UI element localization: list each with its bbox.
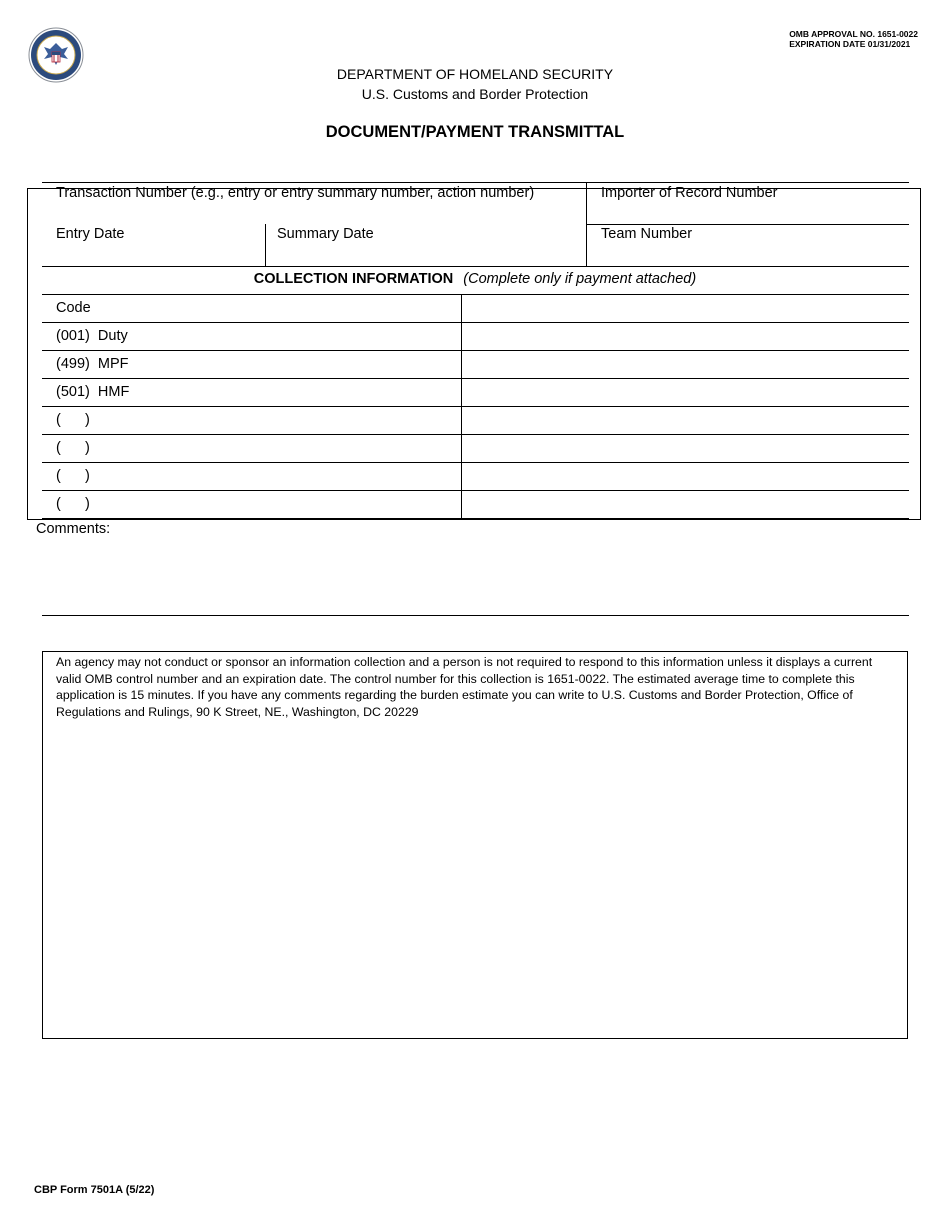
collection-amount-field[interactable] xyxy=(462,406,909,434)
collection-amount-field[interactable] xyxy=(462,378,909,406)
team-number-label: Team Number xyxy=(601,226,693,242)
collection-information-heading xyxy=(0,271,950,287)
paperwork-notice-text: An agency may not conduct or sponsor an information collection and a person is not required to respond to this information unless it displays a current valid OMB control number and an expiration date. The control number for this collection is 1651-0022. The estimated average time to complete this application is 15 minutes. If you have any comments regarding the burden estimate you can write to U.S. Customs and Border Protection, Office of Regulations and Rulings, 90 K Street, NE., Washington, DC 20229 xyxy=(56,655,873,719)
collection-amount-field[interactable] xyxy=(462,294,909,322)
omb-approval-number: OMB APPROVAL NO. 1651-0022 xyxy=(789,29,918,39)
summary-date-label: Summary Date xyxy=(277,226,374,242)
collection-heading: COLLECTION INFORMATION xyxy=(253,271,454,287)
bureau-name: U.S. Customs and Border Protection xyxy=(361,86,589,102)
collection-column-divider xyxy=(461,294,462,518)
summary-date-field[interactable] xyxy=(266,245,586,266)
collection-row-rule xyxy=(42,518,909,519)
collection-amount-field[interactable] xyxy=(462,434,909,462)
collection-code-label: ( ) xyxy=(56,496,90,512)
comments-rule xyxy=(42,615,909,616)
comments-field[interactable] xyxy=(42,540,909,614)
collection-amount-field[interactable] xyxy=(462,462,909,490)
entry-date-label: Entry Date xyxy=(56,226,125,242)
collection-code-label: ( ) xyxy=(56,440,90,456)
entry-date-field[interactable] xyxy=(42,245,265,266)
row-divider-right xyxy=(587,224,909,225)
form-number-footer: CBP Form 7501A (5/22) xyxy=(34,1184,155,1196)
transaction-number-label: Transaction Number (e.g., entry or entry summary number, action number) xyxy=(56,185,535,201)
importer-of-record-label: Importer of Record Number xyxy=(601,185,778,201)
agency-name: DEPARTMENT OF HOMELAND SECURITY xyxy=(336,66,614,82)
collection-code-label: ( ) xyxy=(56,468,90,484)
collection-amount-field[interactable] xyxy=(462,350,909,378)
form-title: DOCUMENT/PAYMENT TRANSMITTAL xyxy=(325,123,625,141)
collection-code-label: (001) Duty xyxy=(56,328,128,344)
omb-expiration-date: EXPIRATION DATE 01/31/2021 xyxy=(789,39,911,49)
team-number-field[interactable] xyxy=(587,245,909,266)
collection-amount-field[interactable] xyxy=(462,490,909,518)
collection-code-label: Code xyxy=(56,300,91,316)
comments-label: Comments: xyxy=(36,521,111,537)
collection-code-label: ( ) xyxy=(56,412,90,428)
collection-note: (Complete only if payment attached) xyxy=(463,271,697,287)
collection-code-label: (501) HMF xyxy=(56,384,130,400)
collection-code-label: (499) MPF xyxy=(56,356,129,372)
table-top-rule xyxy=(42,182,909,183)
collection-amount-field[interactable] xyxy=(462,322,909,350)
paperwork-notice-box xyxy=(42,651,908,1039)
row-divider xyxy=(42,266,909,267)
transaction-number-field[interactable] xyxy=(42,204,586,224)
importer-of-record-field[interactable] xyxy=(587,204,909,224)
omb-approval-block xyxy=(789,29,918,49)
